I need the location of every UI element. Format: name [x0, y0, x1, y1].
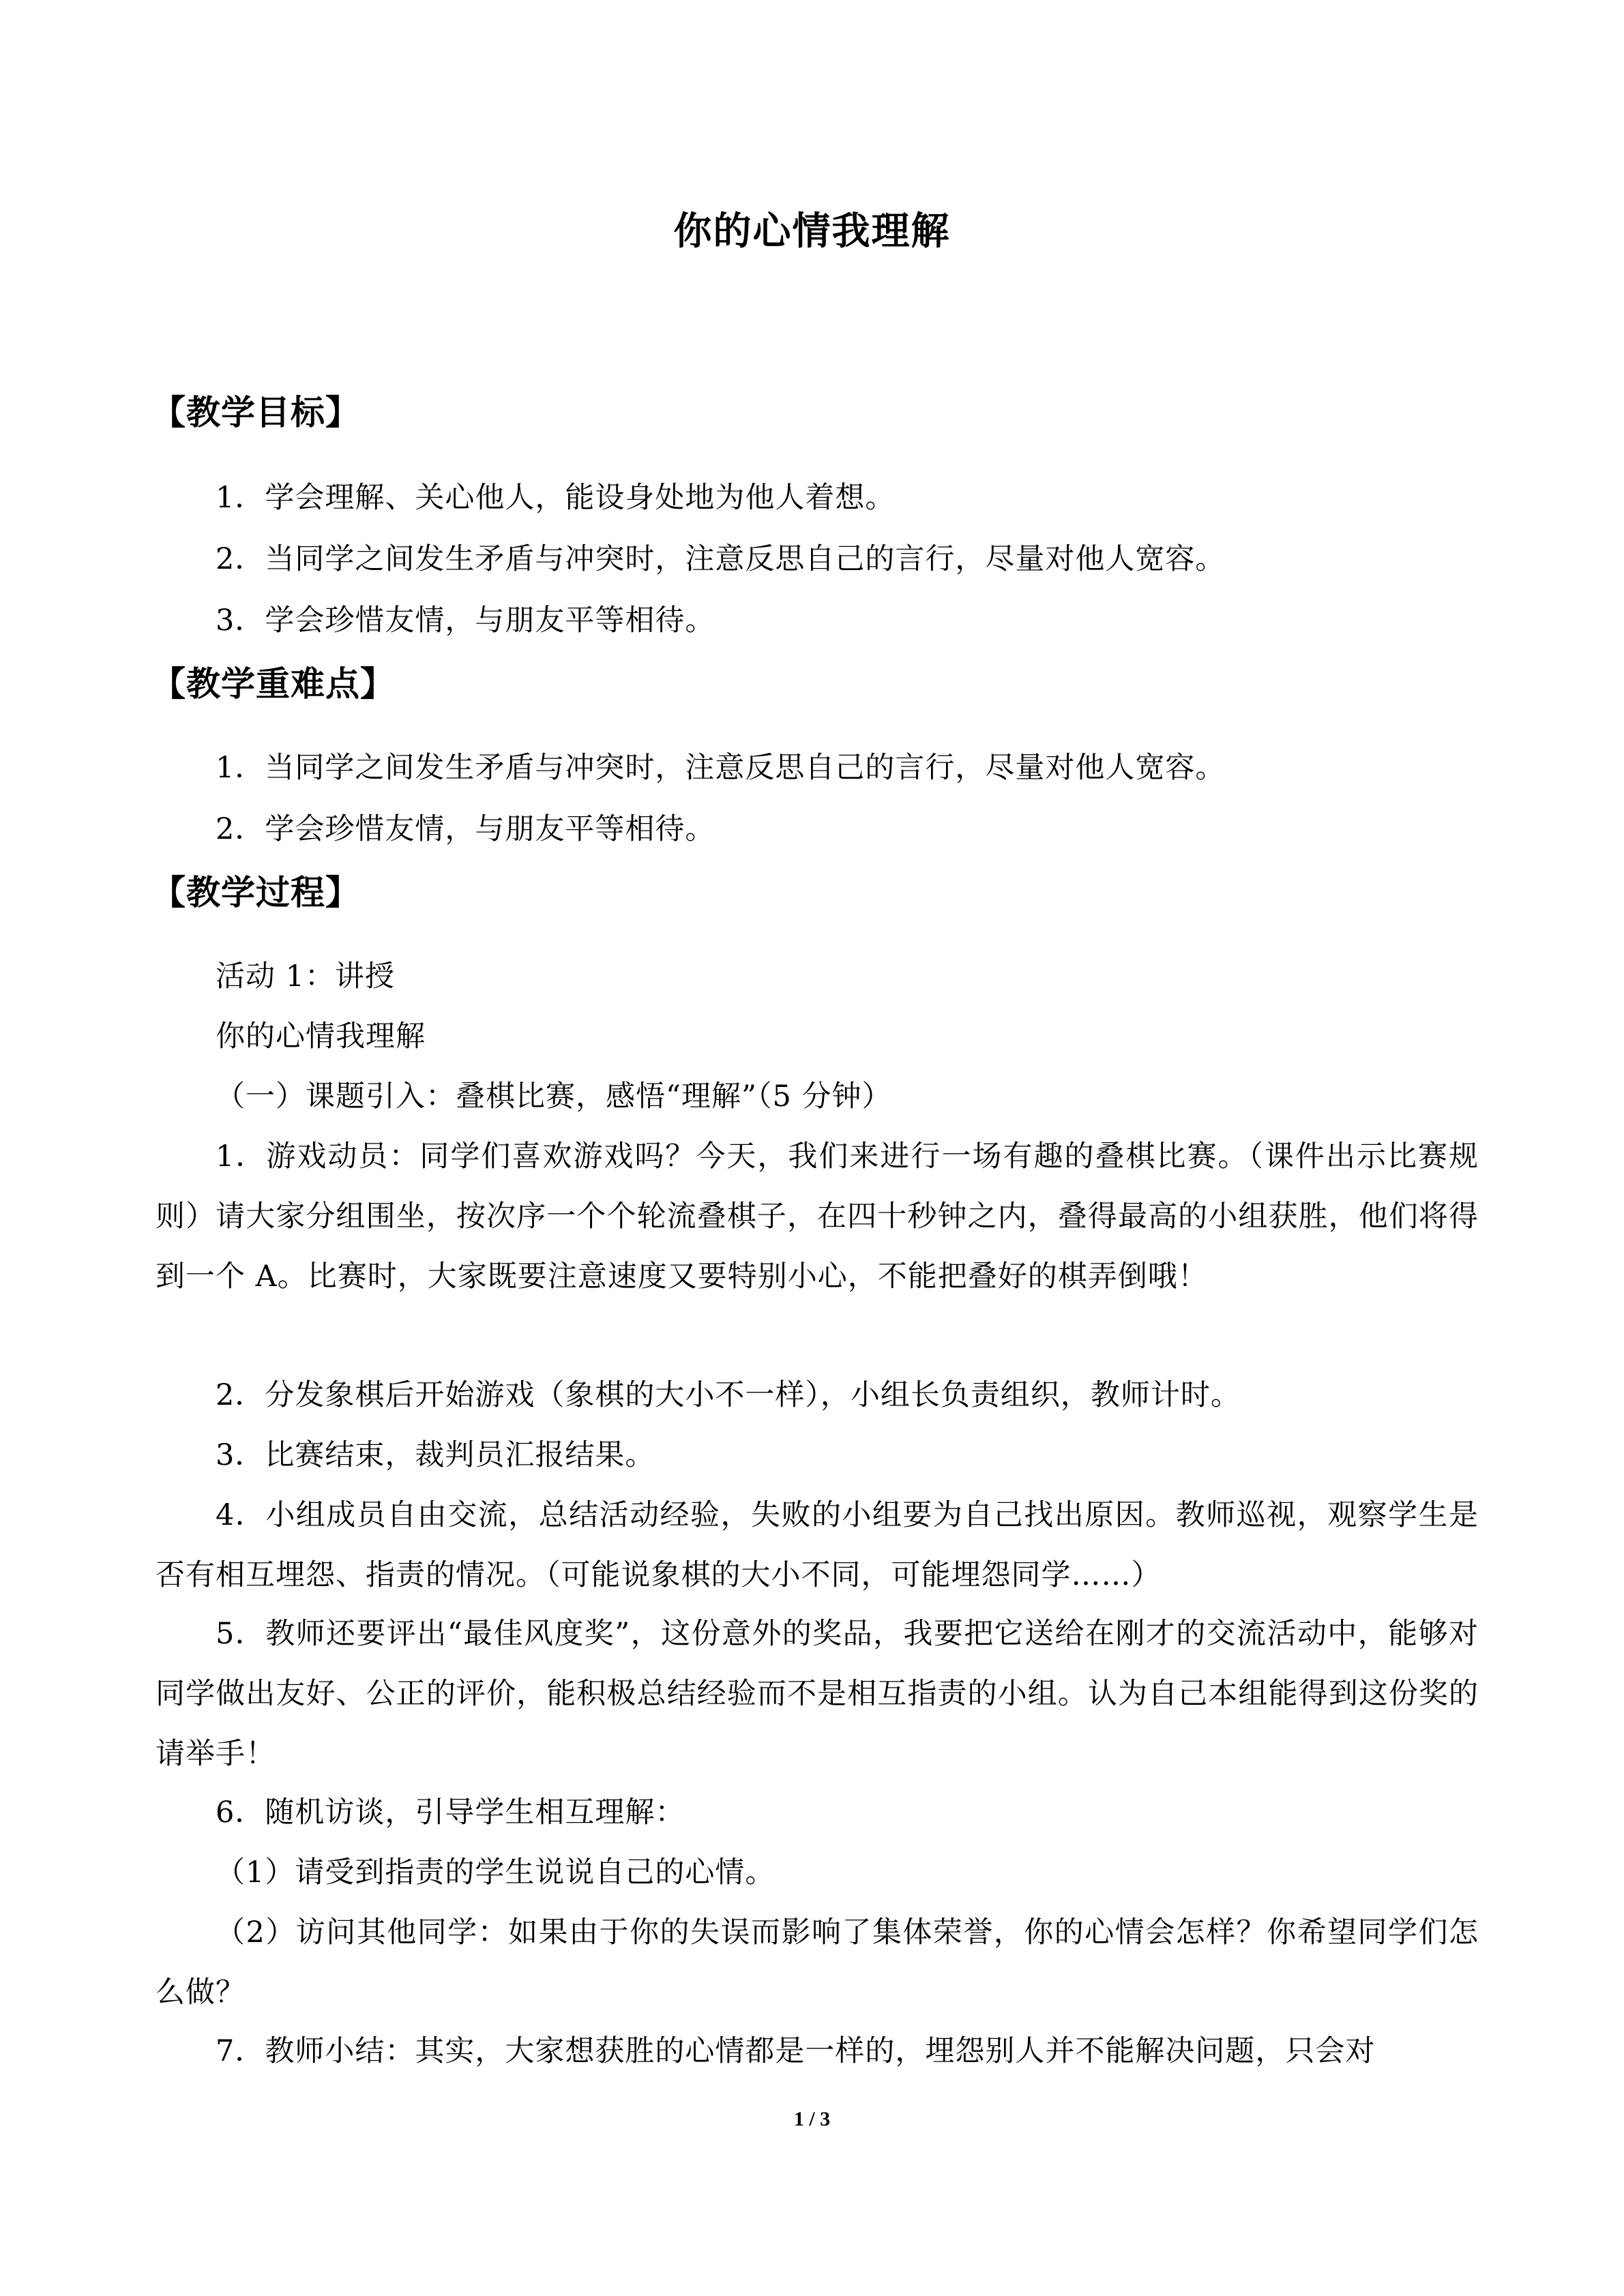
page-number: 1 / 3: [793, 2108, 831, 2130]
goal-item: 2．当同学之间发生矛盾与冲突时，注意反思自己的言行，尽量对他人宽容。: [216, 542, 1226, 576]
process-paragraph: （1）请受到指责的学生说说自己的心情。: [216, 1855, 776, 1890]
process-paragraph: （2）访问其他同学：如果由于你的失误而影响了集体荣誉，你的心情会怎样？你希望同学们怎么做？: [156, 1915, 1479, 2010]
process-paragraph: 6．随机访谈，引导学生相互理解：: [216, 1795, 685, 1830]
process-paragraph: 5．教师还要评出“最佳风度奖”，这份意外的奖品，我要把它送给在刚才的交流活动中，能够对同学做出友好、公正的评价，能积极总结经验而不是相互指责的小组。认为自己本组能得到这份奖的请举手！: [156, 1617, 1479, 1771]
process-paragraph: （一）课题引入：叠棋比赛，感悟“理解”（5 分钟）: [216, 1079, 892, 1114]
key-point-item: 1．当同学之间发生矛盾与冲突时，注意反思自己的言行，尽量对他人宽容。: [216, 751, 1226, 785]
section-heading-process: 【教学过程】: [151, 873, 360, 912]
section-heading-goals: 【教学目标】: [151, 393, 360, 432]
goal-item: 1．学会理解、关心他人，能设身处地为他人着想。: [216, 481, 896, 515]
section-heading-key-points: 【教学重难点】: [151, 664, 395, 704]
process-paragraph: 3．比赛结束，裁判员汇报结果。: [216, 1438, 655, 1472]
process-paragraph: 7．教师小结：其实，大家想获胜的心情都是一样的，埋怨别人并不能解决问题，只会对: [216, 2034, 1376, 2068]
process-paragraph: 活动 1：讲授: [216, 959, 396, 994]
process-paragraph: 你的心情我理解: [216, 1019, 426, 1054]
process-paragraph: 1．游戏动员：同学们喜欢游戏吗？今天，我们来进行一场有趣的叠棋比赛。（课件出示比赛规则）请大家分组围坐，按次序一个个轮流叠棋子，在四十秒钟之内，叠得最高的小组获胜，他们将得到一个 A。比赛时，大家既要注意速度又要特别小心，不能把叠好的棋弄倒哦！: [156, 1139, 1479, 1294]
key-point-item: 2．学会珍惜友情，与朋友平等相待。: [216, 812, 715, 846]
process-paragraph: 2．分发象棋后开始游戏（象棋的大小不一样），小组长负责组织，教师计时。: [216, 1378, 1241, 1412]
process-paragraph: 4．小组成员自由交流，总结活动经验，失败的小组要为自己找出原因。教师巡视，观察学生是否有相互埋怨、指责的情况。（可能说象棋的大小不同，可能埋怨同学……）: [156, 1498, 1479, 1592]
document-title: 你的心情我理解: [673, 209, 951, 254]
goal-item: 3．学会珍惜友情，与朋友平等相待。: [216, 603, 715, 638]
